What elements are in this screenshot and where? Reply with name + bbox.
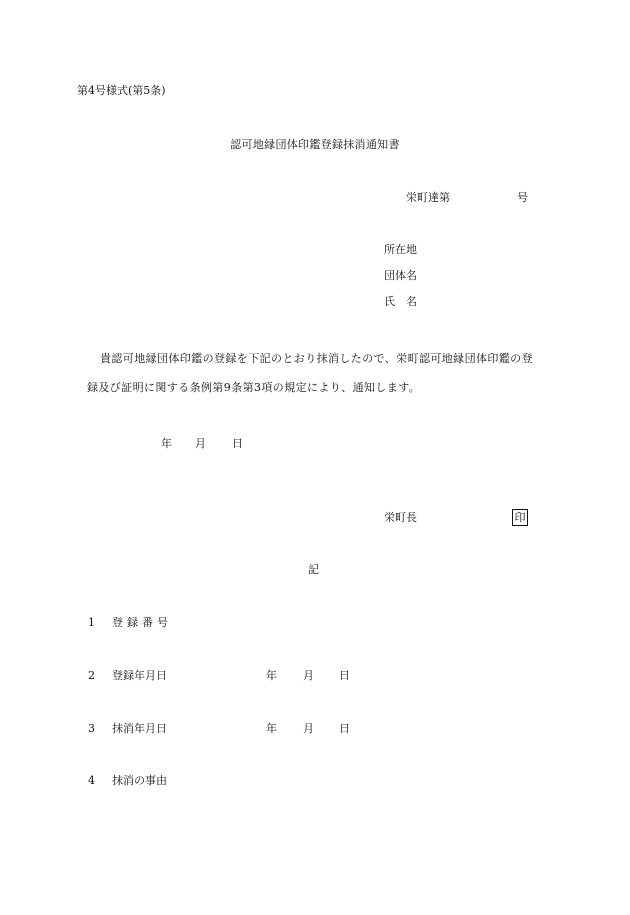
- body-text-line-2: 録及び証明に関する条例第9条第3項の規定により、通知します。: [87, 381, 421, 394]
- name-label: 氏 名: [384, 295, 417, 308]
- seal-mark: 印: [512, 509, 528, 526]
- item-day: 日: [339, 722, 350, 735]
- item-label: 登録番号: [112, 616, 172, 629]
- item-number: 4: [88, 774, 95, 787]
- item-month: 月: [303, 722, 314, 735]
- body-text-line-1: 貴認可地縁団体印鑑の登録を下記のとおり抹消したので、栄町認可地縁団体印鑑の登: [100, 352, 533, 365]
- item-number: 3: [88, 722, 95, 735]
- ki-heading: 記: [308, 563, 319, 576]
- form-number: 第4号様式(第5条): [77, 84, 166, 97]
- reference-prefix: 栄町達第: [406, 191, 450, 204]
- address-label: 所在地: [384, 243, 417, 256]
- date-day: 日: [232, 437, 243, 450]
- item-day: 日: [339, 669, 350, 682]
- item-year: 年: [266, 669, 277, 682]
- item-label: 登録年月日: [112, 669, 167, 682]
- date-month: 月: [195, 437, 206, 450]
- document-title: 認可地縁団体印鑑登録抹消通知書: [230, 138, 400, 151]
- reference-suffix: 号: [517, 191, 528, 204]
- signatory-title: 栄町長: [384, 511, 417, 524]
- item-year: 年: [266, 722, 277, 735]
- item-label: 抹消の事由: [112, 774, 167, 787]
- item-number: 1: [88, 616, 95, 629]
- group-name-label: 団体名: [384, 269, 417, 282]
- item-month: 月: [303, 669, 314, 682]
- date-year: 年: [161, 437, 172, 450]
- item-number: 2: [88, 669, 95, 682]
- item-label: 抹消年月日: [112, 722, 167, 735]
